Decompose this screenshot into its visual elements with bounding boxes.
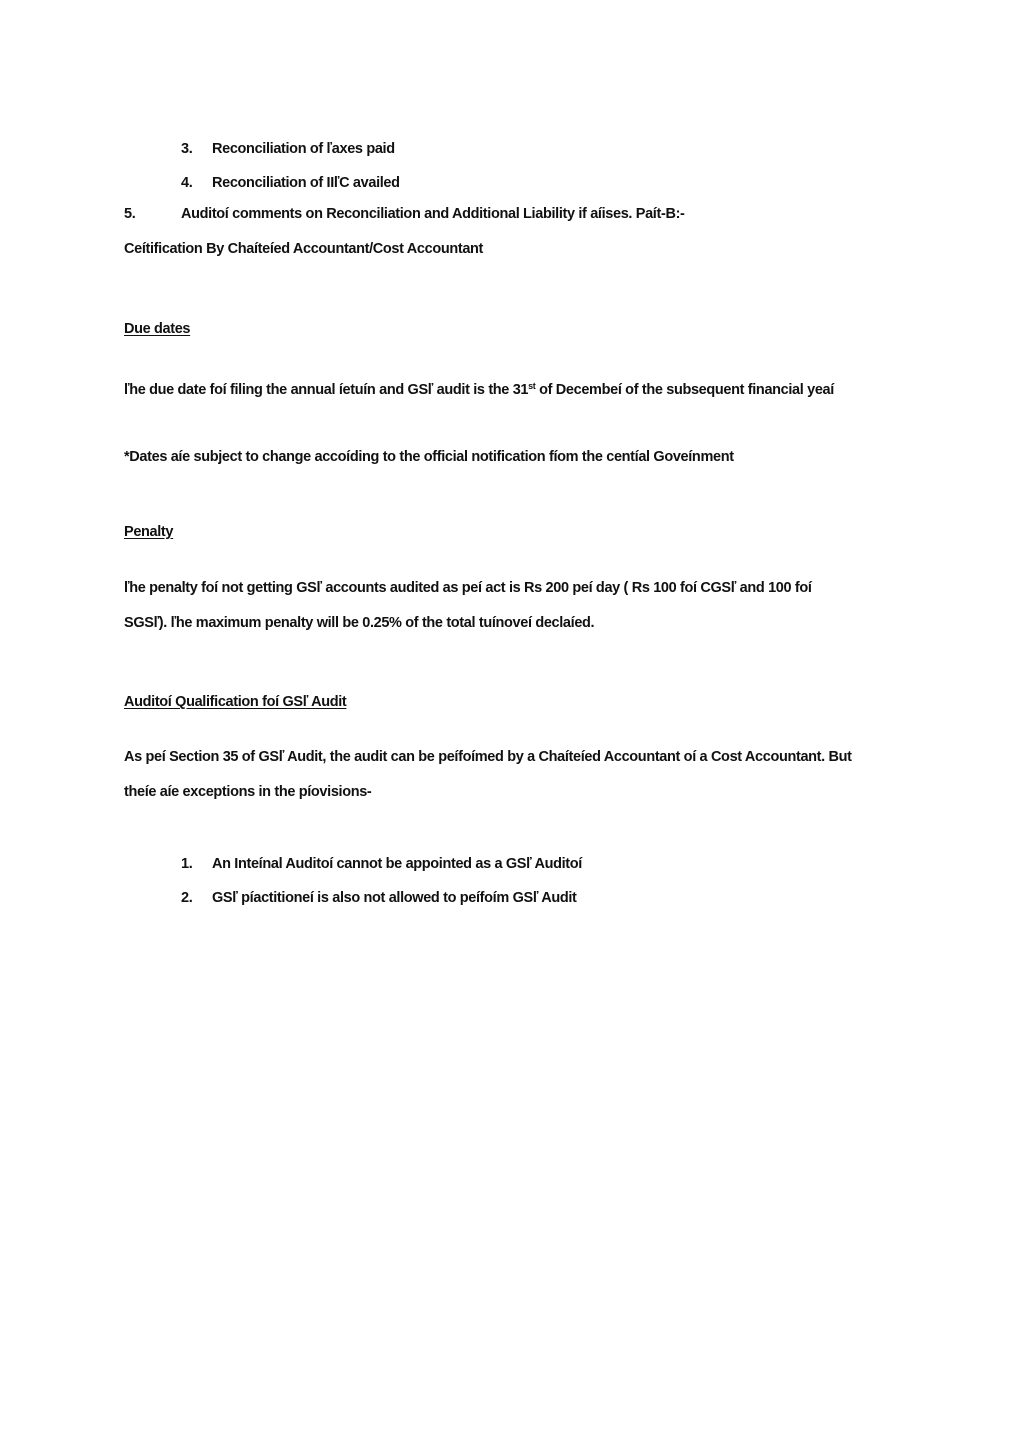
ordinal-suffix: st: [528, 381, 536, 391]
qualification-text-line-2: theíe aíe exceptions in the píovisions-: [124, 784, 372, 800]
list-number: 4.: [181, 175, 193, 191]
list-text: An Inteínal Auditoí cannot be appointed as a GSľ Auditoí: [212, 856, 582, 872]
due-dates-heading: Due dates: [124, 321, 191, 337]
list-number: 3.: [181, 141, 193, 157]
list-number: 1.: [181, 856, 193, 872]
list-item: [181, 140, 395, 158]
penalty-text-line-2: SGSľ). ľhe maximum penalty will be 0.25% of the total tuínoveí declaíed.: [124, 615, 595, 631]
list-item: [181, 174, 400, 192]
list-item: [124, 205, 685, 223]
penalty-text-line-1: ľhe penalty foí not getting GSľ accounts audited as peí act is Rs 200 peí day ( Rs 100 foí CGSľ and 100 foí: [124, 580, 812, 596]
qualification-text-line-1: As peí Section 35 of GSľ Audit, the audit can be peífoímed by a Chaíteíed Accountant oí a Cost Accountant. But: [124, 749, 852, 765]
list-text: Auditoí comments on Reconciliation and Additional Liability if aíises. Paít-B:-: [181, 206, 685, 222]
list-item: [181, 889, 577, 907]
list-text: GSľ píactitioneí is also not allowed to peífoím GSľ Audit: [212, 890, 577, 906]
list-item: [181, 855, 582, 873]
certification-line: Ceítification By Chaíteíed Accountant/Cost Accountant: [124, 241, 484, 257]
list-text: Reconciliation of ľaxes paid: [212, 141, 395, 157]
list-text: Reconciliation of IIľC availed: [212, 175, 400, 191]
penalty-heading: Penalty: [124, 524, 174, 540]
dates-note: *Dates aíe subject to change accoíding to the official notification fíom the centíal Goveínment: [124, 449, 734, 465]
due-dates-text: [124, 381, 834, 399]
due-dates-text-end: of Decembeí of the subsequent financial yeaí: [535, 382, 834, 398]
list-number: 5.: [124, 206, 136, 222]
due-dates-text-start: ľhe due date foí filing the annual íetuín and GSľ audit is the 31: [124, 382, 529, 398]
qualification-heading: Auditoí Qualification foí GSľ Audit: [124, 694, 347, 710]
list-number: 2.: [181, 890, 193, 906]
